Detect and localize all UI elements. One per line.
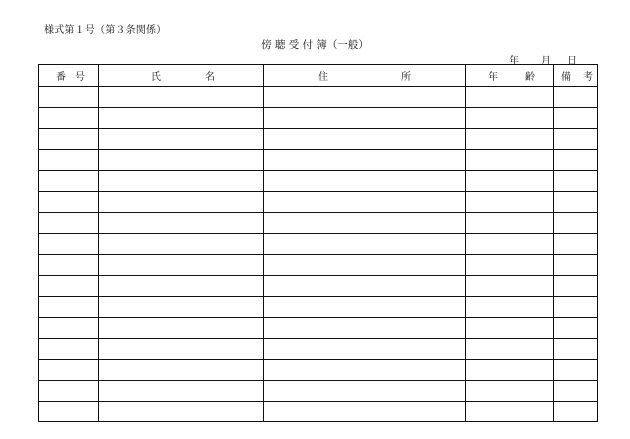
register-table — [38, 64, 598, 422]
address-cell[interactable] — [264, 339, 466, 360]
form-title: 傍 聴 受 付 簿（一般） — [261, 39, 369, 51]
number-cell[interactable] — [39, 213, 99, 234]
age-cell[interactable] — [466, 150, 554, 171]
address-cell[interactable] — [264, 255, 466, 276]
table-row — [39, 129, 598, 150]
header-row — [39, 65, 598, 87]
header-note-char-1: 備 — [561, 72, 571, 83]
date-year-label: 年 — [509, 56, 519, 67]
address-cell[interactable] — [264, 213, 466, 234]
note-cell[interactable] — [554, 255, 598, 276]
note-cell[interactable] — [554, 87, 598, 108]
note-cell[interactable] — [554, 129, 598, 150]
name-cell[interactable] — [99, 87, 264, 108]
age-cell[interactable] — [466, 171, 554, 192]
address-cell[interactable] — [264, 108, 466, 129]
name-cell[interactable] — [99, 234, 264, 255]
note-cell[interactable] — [554, 339, 598, 360]
table-row — [39, 234, 598, 255]
name-cell[interactable] — [99, 318, 264, 339]
age-cell[interactable] — [466, 339, 554, 360]
table-row — [39, 318, 598, 339]
age-cell[interactable] — [466, 255, 554, 276]
number-cell[interactable] — [39, 381, 99, 402]
age-cell[interactable] — [466, 234, 554, 255]
date-month-label: 月 — [541, 56, 551, 67]
note-cell[interactable] — [554, 360, 598, 381]
number-cell[interactable] — [39, 234, 99, 255]
address-cell[interactable] — [264, 381, 466, 402]
address-cell[interactable] — [264, 276, 466, 297]
form-label: 様式第１号（第３条関係） — [44, 25, 167, 36]
age-cell[interactable] — [466, 108, 554, 129]
age-cell[interactable] — [466, 381, 554, 402]
header-name — [99, 65, 264, 87]
header-address-char-1: 住 — [318, 72, 328, 83]
header-note-char-2: 考 — [583, 72, 593, 83]
table-row — [39, 360, 598, 381]
table-row — [39, 87, 598, 108]
number-cell[interactable] — [39, 360, 99, 381]
register-body — [39, 87, 598, 422]
address-cell[interactable] — [264, 234, 466, 255]
note-cell[interactable] — [554, 297, 598, 318]
note-cell[interactable] — [554, 234, 598, 255]
table-row — [39, 276, 598, 297]
age-cell[interactable] — [466, 276, 554, 297]
address-cell[interactable] — [264, 192, 466, 213]
name-cell[interactable] — [99, 360, 264, 381]
number-cell[interactable] — [39, 150, 99, 171]
age-cell[interactable] — [466, 192, 554, 213]
name-cell[interactable] — [99, 129, 264, 150]
address-cell[interactable] — [264, 171, 466, 192]
header-name-char-2: 名 — [205, 72, 215, 83]
address-cell[interactable] — [264, 129, 466, 150]
number-cell[interactable] — [39, 108, 99, 129]
address-cell[interactable] — [264, 297, 466, 318]
header-age-char-2: 齢 — [525, 72, 535, 83]
number-cell[interactable] — [39, 192, 99, 213]
table-row — [39, 339, 598, 360]
address-cell[interactable] — [264, 360, 466, 381]
header-number-char-1: 番 — [56, 72, 66, 83]
header-address — [264, 65, 466, 87]
address-cell[interactable] — [264, 150, 466, 171]
number-cell[interactable] — [39, 339, 99, 360]
number-cell[interactable] — [39, 318, 99, 339]
note-cell[interactable] — [554, 171, 598, 192]
note-cell[interactable] — [554, 318, 598, 339]
name-cell[interactable] — [99, 192, 264, 213]
address-cell[interactable] — [264, 87, 466, 108]
table-row — [39, 171, 598, 192]
table-row — [39, 402, 598, 422]
header-number — [39, 65, 99, 87]
name-cell[interactable] — [99, 339, 264, 360]
name-cell[interactable] — [99, 297, 264, 318]
number-cell[interactable] — [39, 255, 99, 276]
name-cell[interactable] — [99, 171, 264, 192]
table-row — [39, 297, 598, 318]
number-cell[interactable] — [39, 87, 99, 108]
age-cell[interactable] — [466, 402, 554, 422]
address-cell[interactable] — [264, 402, 466, 422]
header-note — [554, 65, 598, 87]
header-age-char-1: 年 — [488, 72, 498, 83]
table-row — [39, 108, 598, 129]
age-cell[interactable] — [466, 297, 554, 318]
name-cell[interactable] — [99, 108, 264, 129]
age-cell[interactable] — [466, 213, 554, 234]
header-age — [466, 65, 554, 87]
note-cell[interactable] — [554, 213, 598, 234]
note-cell[interactable] — [554, 402, 598, 422]
name-cell[interactable] — [99, 381, 264, 402]
table-row — [39, 213, 598, 234]
header-name-char-1: 氏 — [151, 72, 161, 83]
note-cell[interactable] — [554, 150, 598, 171]
table-row — [39, 381, 598, 402]
table-row — [39, 255, 598, 276]
note-cell[interactable] — [554, 276, 598, 297]
address-cell[interactable] — [264, 318, 466, 339]
note-cell[interactable] — [554, 381, 598, 402]
note-cell[interactable] — [554, 192, 598, 213]
header-number-char-2: 号 — [75, 72, 85, 83]
age-cell[interactable] — [466, 318, 554, 339]
age-cell[interactable] — [466, 87, 554, 108]
age-cell[interactable] — [466, 129, 554, 150]
number-cell[interactable] — [39, 171, 99, 192]
table-row — [39, 192, 598, 213]
table-row — [39, 150, 598, 171]
name-cell[interactable] — [99, 213, 264, 234]
note-cell[interactable] — [554, 108, 598, 129]
age-cell[interactable] — [466, 360, 554, 381]
name-cell[interactable] — [99, 255, 264, 276]
name-cell[interactable] — [99, 276, 264, 297]
header-address-char-2: 所 — [401, 72, 411, 83]
number-cell[interactable] — [39, 129, 99, 150]
number-cell[interactable] — [39, 276, 99, 297]
name-cell[interactable] — [99, 150, 264, 171]
number-cell[interactable] — [39, 402, 99, 422]
number-cell[interactable] — [39, 297, 99, 318]
name-cell[interactable] — [99, 402, 264, 422]
date-day-label: 日 — [567, 56, 577, 67]
